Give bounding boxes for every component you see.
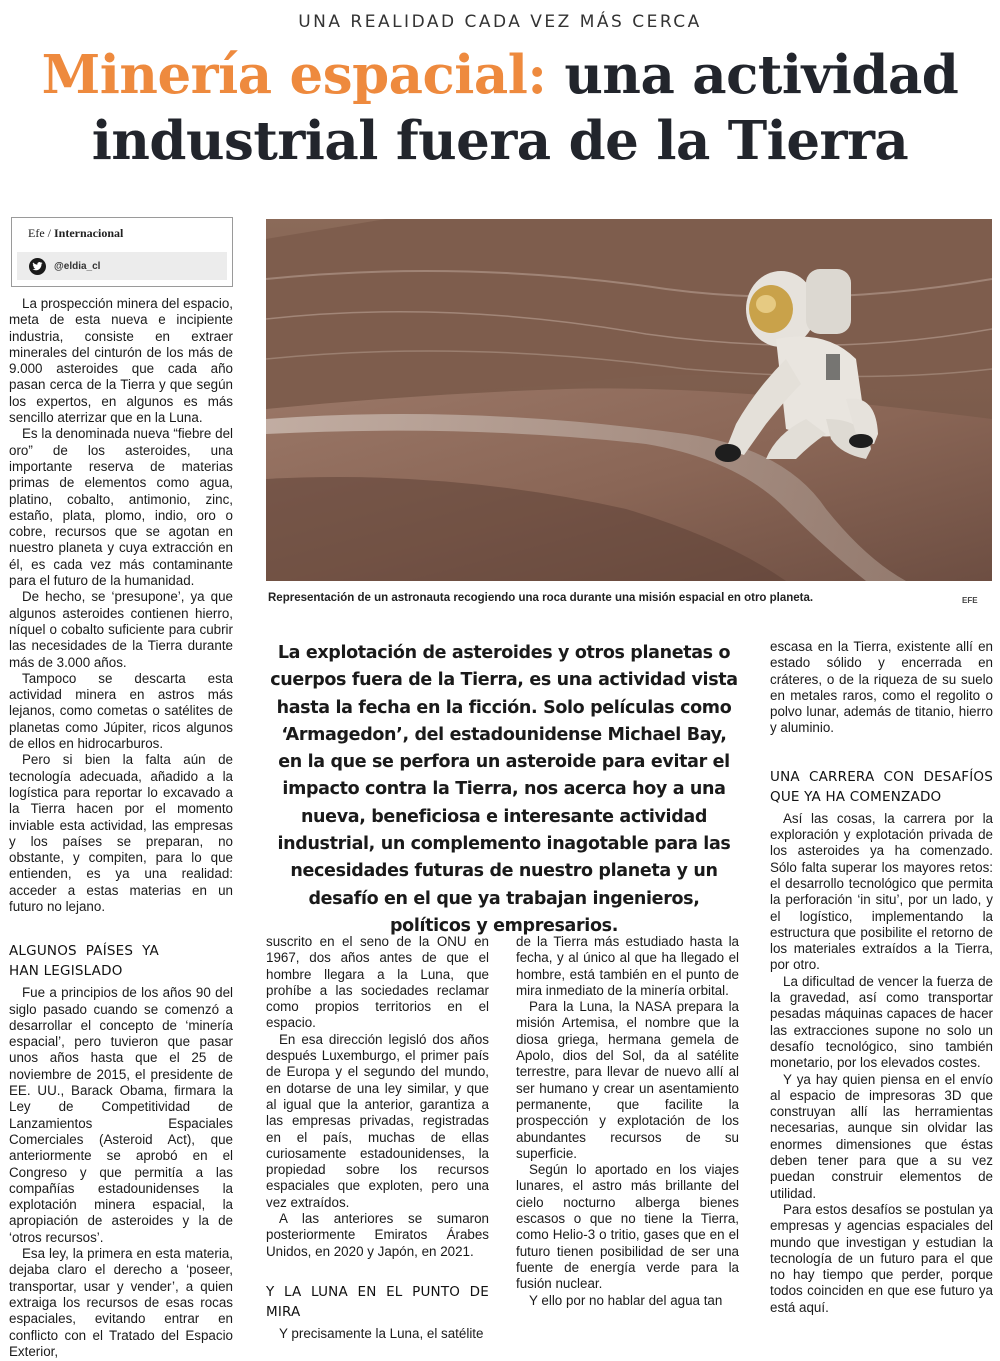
paragraph: En esa dirección legisló dos años después Luxemburgo, el primer país de Europa y el segundo del mundo, en dotarse de una ley similar, y que al igual que la anterior, garantiza a las empresas privadas, registradas en el país, muchas de ellas curiosamente estadounidenses, la propiedad sobre los recursos espaciales que exploten, pero una vez extraídos.: [266, 1031, 489, 1210]
byline-separator: /: [47, 226, 51, 240]
paragraph: Es la denominada nueva “fiebre del oro” de los asteroides, una importante reserva de materias primas de elementos como agua, platino, cobalto, antimonio, zinc, estaño, plata, plomo, indio, oro o cobre, recursos que se agotan en nuestro planeta y cuya extracción en él, es cada vez más contaminante para el futuro de la humanidad.: [9, 426, 233, 589]
paragraph: Para la Luna, la NASA prepara la misión Artemisa, el nombre que la diosa griega, hermana gemela de Apolo, dios del Sol, da al satélite terrestre, para llevar de nuevo allí al ser humano y crear un asentamiento permanente, que facilite la prospección y explotación de los abundantes recursos de su superficie.: [516, 999, 739, 1161]
photo-caption: Representación de un astronauta recogiendo una roca durante una misión espacial en otro planeta.: [268, 592, 814, 604]
byline-box: [11, 217, 233, 287]
paragraph: La dificultad de vencer la fuerza de la gravedad, así como transportar pesadas máquinas capaces de hacer las extracciones supone no solo un desafío tecnológico, sino también monetario, por los elevados costes.: [770, 973, 993, 1071]
column-1: [9, 296, 233, 1360]
paragraph: de la Tierra más estudiado hasta la fecha, y al único al que ha llegado el hombre, está también en el punto de mira inmediato de la minería orbital.: [516, 934, 739, 998]
subheading: Y LA LUNA EN EL PUNTO DE MIRA: [266, 1283, 489, 1320]
column-3: [516, 934, 739, 1309]
headline-line1-rest: una actividad: [564, 44, 959, 106]
twitter-handle[interactable]: @eldia_cl: [54, 260, 101, 272]
paragraph: Tampoco se descarta esta actividad minera en astros más lejanos, como cometas o satélites de planetas como Júpiter, ricos algunos de ellos en hidrocarburos.: [9, 670, 233, 752]
headline: [0, 42, 1000, 174]
paragraph: Esa ley, la primera en esta materia, dejaba claro el derecho a ‘poseer, transportar, usar y vender’, a quien extraiga los recursos de esas rocas espaciales, evitando entrar en conflicto con el Tratado del Espacio Exterior,: [9, 1246, 233, 1359]
paragraph: La prospección minera del espacio, meta de esta nueva e incipiente industria, consiste en extraer minerales del cinturón de los más de 9.000 asteroides que cada año pasan cerca de la Tierra y que según los expertos, en algunos es más sencillo aterrizar que en la Luna.: [9, 296, 233, 426]
paragraph: suscrito en el seno de la ONU en 1967, dos años antes de que el hombre llegara a la Luna, que prohíbe a las sociedades reclamar como propios territorios en el espacio.: [266, 934, 489, 1031]
paragraph: Así las cosas, la carrera por la exploración y explotación privada de los asteroides ya ha comenzado. Sólo falta superar los mayores retos: el desarrollo tecnológico que permita la perforación ‘in situ’, por un lado, y el logístico, implementando la estructura que posibilite el retorno de los materiales extraídos a la Tierra, por otro.: [770, 810, 993, 973]
column-2: [266, 934, 489, 1342]
byline-section: Internacional: [54, 226, 124, 240]
lead-paragraph: La explotación de asteroides y otros planetas o cuerpos fuera de la Tierra, es una actividad vista hasta la fecha en la ficción. Solo películas como ‘Armagedon’, del estadounidense Michael Bay, en la que se perfora un asteroide para evitar el impacto contra la Tierra, nos acerca hoy a una nueva, beneficiosa e interesante actividad industrial, un complemento inagotable para las necesidades futuras de nuestro planeta y un desafío en el que ya trabajan ingenieros, políticos y empresarios.: [270, 643, 738, 936]
byline-agency: Efe: [28, 226, 45, 240]
paragraph: Según lo aportado en los viajes lunares, el astro más brillante del cielo nocturno alberga bienes escasos o que no tiene la Tierra, como Helio-3 o tritio, gases que en el futuro tienen posibilidad de ser una fuente de energía verde para la fusión nuclear.: [516, 1162, 739, 1292]
article-photo: [266, 219, 992, 581]
headline-accent: Minería espacial:: [41, 44, 547, 106]
paragraph: De hecho, se ‘presupone’, ya que algunos asteroides contienen hierro, níquel o cobalto suficiente para cubrir las necesidades de la Tierra durante más de 3.000 años.: [9, 589, 233, 670]
paragraph: Para estos desafíos se postulan ya empresas y agencias espaciales del mundo que investigan y estudian la tecnología de un futuro para el que no hay tiempo que perder, porque todos coinciden en que ese futuro ya está aquí.: [770, 1201, 993, 1315]
paragraph: Y ya hay quien piensa en el envío al espacio de impresoras 3D que construyan allí las herramientas necesarias, aunque sin olvidar las enormes dimensiones que éstas deben tener para que a su vez puedan construir elementos de utilidad.: [770, 1071, 993, 1201]
column-4: [770, 639, 993, 1316]
paragraph: Y precisamente la Luna, el satélite: [279, 1325, 484, 1341]
paragraph: escasa en la Tierra, existente allí en estado sólido y encerrada en cráteres, o de la riqueza de su suelo en metales raros, como el regolito o polvo lunar, además de titanio, hierro y aluminio.: [770, 639, 993, 736]
headline-line2: industrial fuera de la Tierra: [91, 110, 909, 172]
twitter-row[interactable]: [17, 252, 227, 280]
subheading: ALGUNOS PAÍSES YA HAN LEGISLADO: [9, 943, 159, 980]
paragraph: Pero si bien la falta aún de tecnología adecuada, añadido a la logística para reportar lo excavado a la Tierra hacen por el momento inviable esta actividad, las empresas y los países se preparan, no obstante, y compiten, para lo que entienden, es ya una realidad: acceder a estas materias en un futuro no lejano.: [9, 752, 233, 914]
twitter-bird-icon: [29, 258, 46, 275]
paragraph: Y ello por no hablar del agua tan: [529, 1292, 723, 1308]
subheading: UNA CARRERA CON DESAFÍOS QUE YA HA COMENZADO: [770, 768, 993, 805]
kicker: UNA REALIDAD CADA VEZ MÁS CERCA: [298, 12, 702, 32]
photo-credit: EFE: [962, 596, 978, 605]
byline: [28, 226, 123, 241]
paragraph: A las anteriores se sumaron posteriormente Emiratos Árabes Unidos, en 2020 y Japón, en 2021.: [266, 1211, 489, 1259]
paragraph: Fue a principios de los años 90 del siglo pasado cuando se comenzó a desarrollar el concepto de ‘minería espacial’, pero tuvieron que pasar unos años hasta que el 25 de noviembre de 2015, el presidente de EE. UU., Barack Obama, firmara la Ley de Competitividad de Lanzamientos Espaciales Comerciales (Asteroid Act), que anteriormente se aprobó en el Congreso y que permitía a las compañías estadounidenses la explotación minera espacial, la apropiación de asteroides y la de ‘otros recursos’.: [9, 985, 233, 1245]
